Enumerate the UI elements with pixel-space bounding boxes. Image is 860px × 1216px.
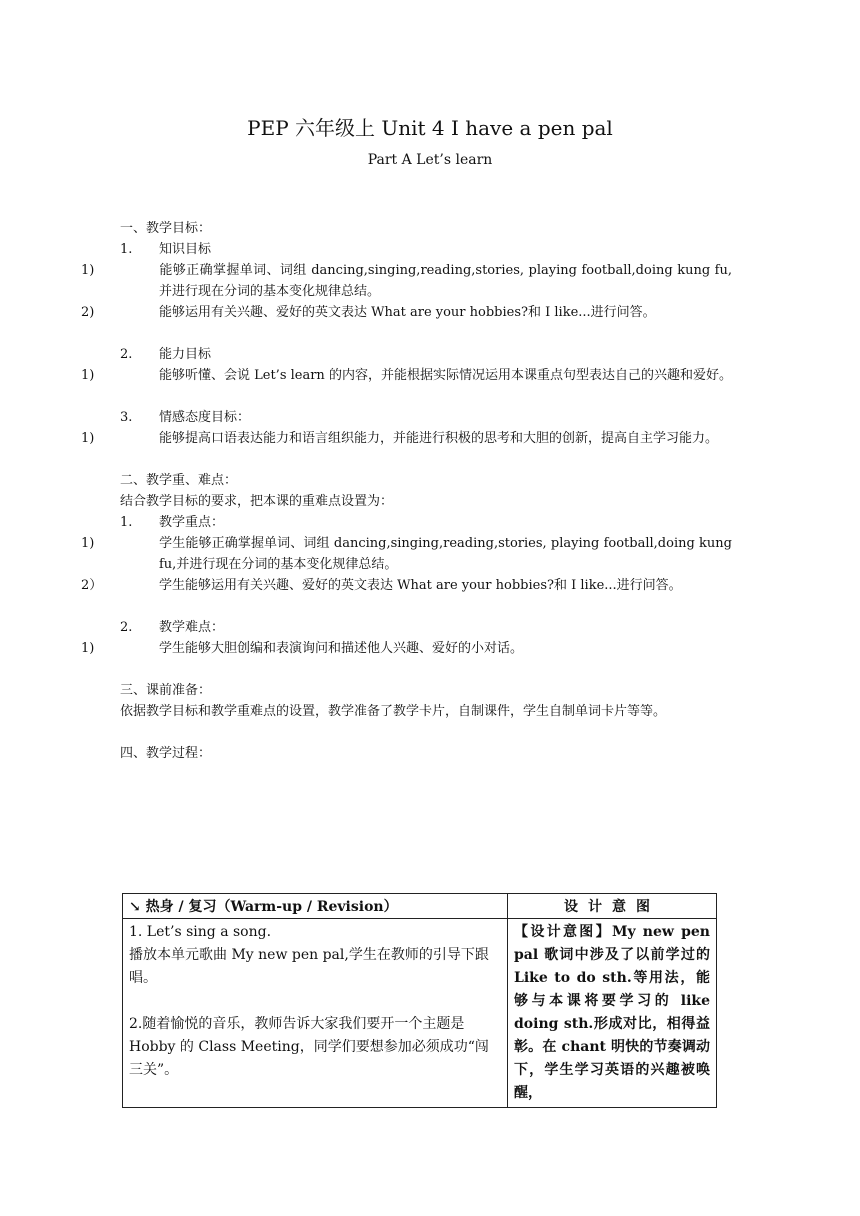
focus-item-1: 1) 学生能够正确掌握单词、词组 dancing,singing,reading,stories, playing football,doing kung fu,并进行现在分词的基本变化规律总结。 [81, 536, 732, 572]
difficulty-heading: 2. 教学难点： [120, 620, 225, 635]
warmup-header: ↘ 热身 / 复习（Warm-up / Revision） [123, 894, 508, 919]
step-1-title: 1. Let’s sing a song. [129, 924, 272, 940]
focus-heading: 1. 教学重点： [120, 515, 225, 530]
step-1-text: 播放本单元歌曲 My new pen pal,学生在教师的引导下跟唱。 [129, 947, 489, 986]
table-row [123, 919, 717, 1108]
step-2-text: 2.随着愉悦的音乐，教师告诉大家我们要开一个主题是 Hobby 的 Class Meeting，同学们要想参加必须成功“闯三关”。 [129, 1016, 489, 1078]
ability-goal-1: 1) 能够听懂、会说 Let’s learn 的内容，并能根据实际情况运用本课重点句型表达自己的兴趣和爱好。 [81, 368, 732, 383]
knowledge-goal-1: 1) 能够正确掌握单词、词组 dancing,singing,reading,stories, playing football,doing kung fu,并进行现在分词的基本变化规律总结。 [81, 263, 732, 299]
objectives-heading: 一、教学目标： [120, 221, 212, 236]
document-subtitle: Part A Let’s learn [367, 152, 493, 168]
emotion-goal-heading: 3. 情感态度目标： [120, 410, 251, 425]
difficulty-item-1: 1) 学生能够大胆创编和表演询问和描述他人兴趣、爱好的小对话。 [81, 641, 524, 656]
keypoints-heading: 二、教学重、难点： [120, 473, 238, 488]
keypoints-intro: 结合教学目标的要求，把本课的重难点设置为： [120, 494, 394, 509]
design-intent-cell: 【设计意图】My new pen pal 歌词中涉及了以前学过的 Like to do sth.等用法，能够与本课将要学习的 like doing sth.形成对比，相得益彰。在 chant 明快的节奏调动下，学生学习英语的兴趣被唤醒， [508, 919, 717, 1108]
teaching-process-table [122, 893, 717, 1108]
emotion-goal-1: 1) 能够提高口语表达能力和语言组织能力，并能进行积极的思考和大胆的创新，提高自主学习能力。 [81, 431, 719, 446]
document-body [81, 218, 732, 764]
table-header-row [123, 894, 717, 919]
warmup-steps-cell [123, 919, 508, 1108]
prep-heading: 三、课前准备： [120, 683, 212, 698]
ability-goal-heading: 2. 能力目标 [120, 347, 212, 362]
document-title: PEP 六年级上 Unit 4 I have a pen pal [247, 116, 613, 140]
design-intent-header: 设计意图 [508, 894, 717, 919]
process-heading: 四、教学过程： [120, 746, 212, 761]
knowledge-goal-2: 2) 能够运用有关兴趣、爱好的英文表达 What are your hobbies?和 I like...进行问答。 [81, 305, 656, 320]
prep-text: 依据教学目标和教学重难点的设置，教学准备了教学卡片，自制课件，学生自制单词卡片等等。 [120, 704, 667, 719]
knowledge-goal-heading: 1. 知识目标 [120, 242, 212, 257]
focus-item-2: 2） 学生能够运用有关兴趣、爱好的英文表达 What are your hobbies?和 I like...进行问答。 [81, 578, 682, 593]
